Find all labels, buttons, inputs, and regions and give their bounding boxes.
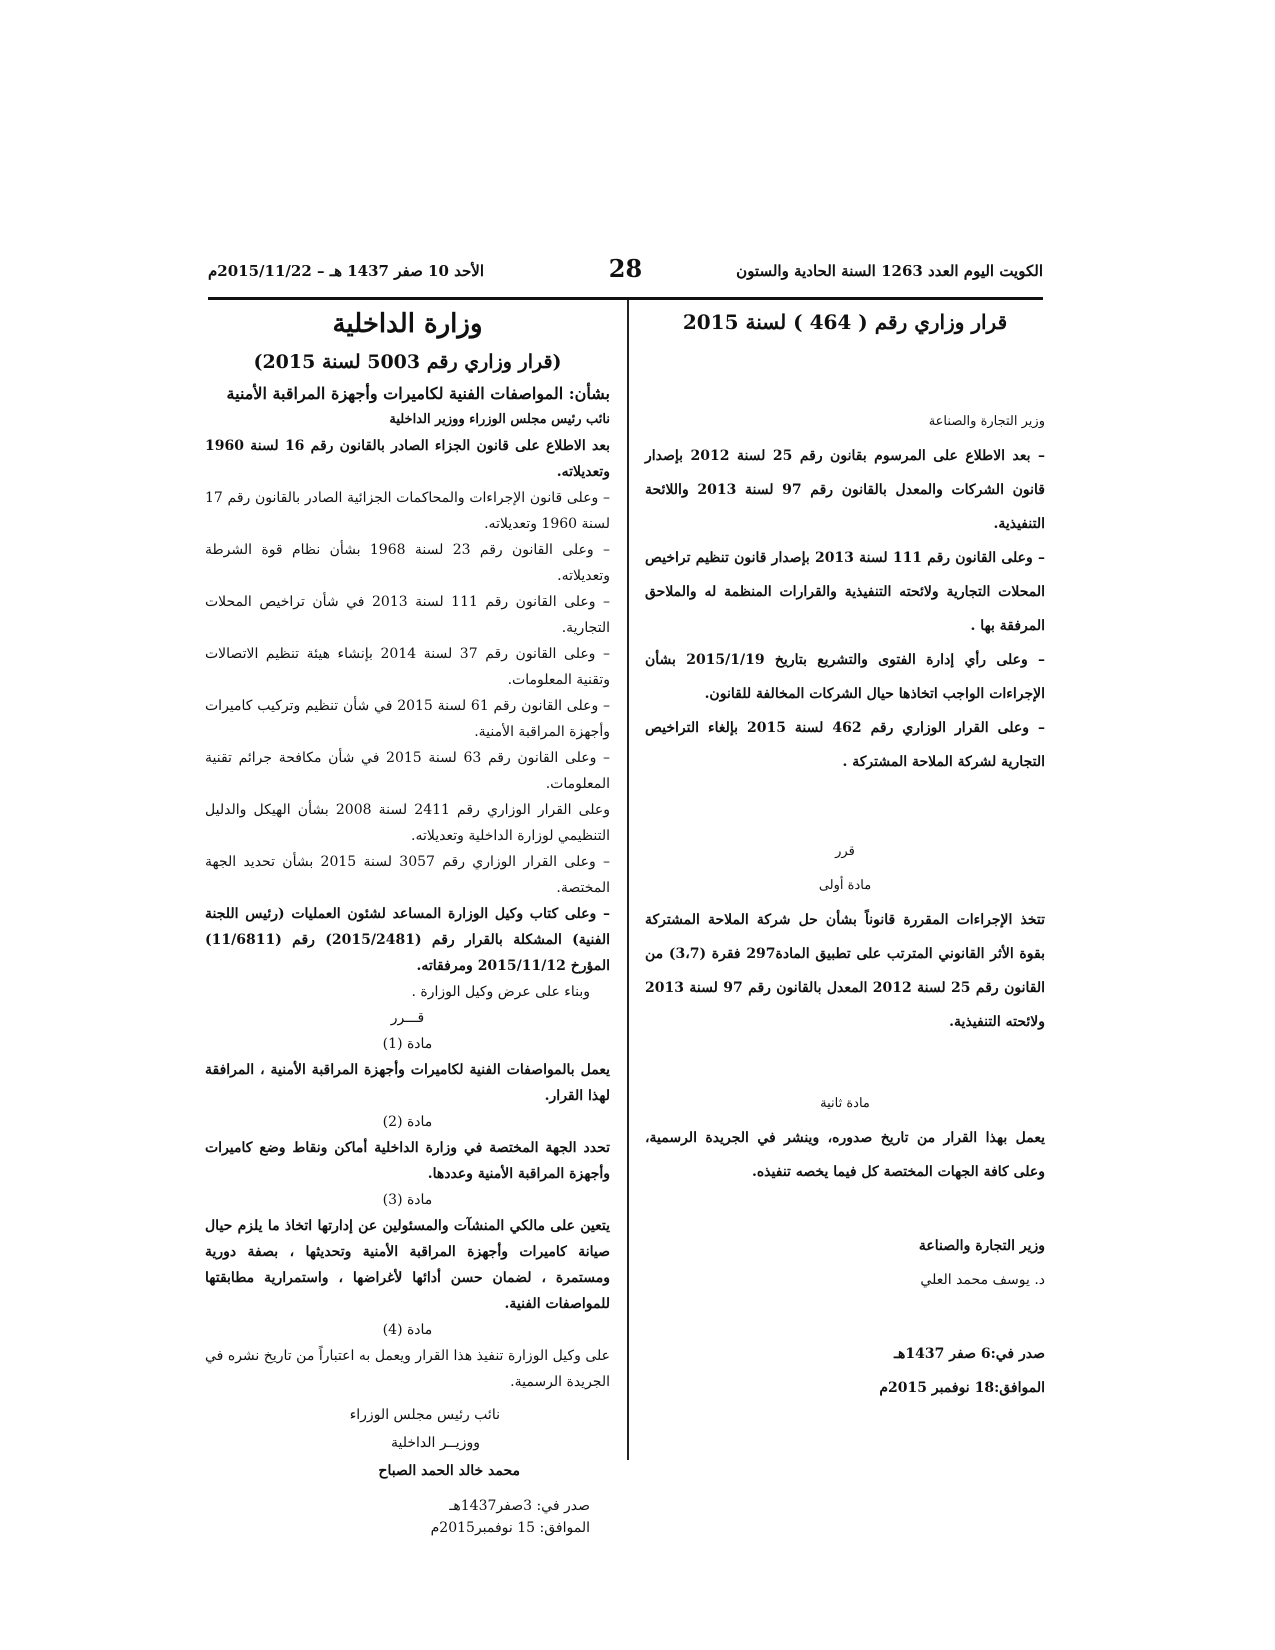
article-text: تتخذ الإجراءات المقررة قانوناً بشأن حل شركة الملاحة المشتركة بقوة الأثر القانوني المترتب على تطبيق المادة297 فقرة (3،7) من القانون رقم 25 لسنة 2012 المعدل بالقانون رقم 97 لسنة 2013 ولائحته التنفيذية. <box>645 912 1046 1030</box>
preamble-paragraph: – وعلى القانون رقم 111 لسنة 2013 بإصدار قانون تنظيم تراخيص المحلات التجارية ولائحته التنفيذية والقرارات المنظمة له والملاحق المرفقة بها . <box>645 550 1045 634</box>
article-text: يعمل بالمواصفات الفنية لكاميرات وأجهزة المراقبة الأمنية ، المرافقة لهذا القرار. <box>205 1062 610 1104</box>
decided-heading: قرر <box>835 844 855 859</box>
article-heading: مادة (4) <box>382 1322 433 1338</box>
preamble-paragraph: – وعلى القانون رقم 61 لسنة 2015 في شأن تنظيم وتركيب كاميرات وأجهزة المراقبة الأمنية. <box>205 698 610 740</box>
signature-name: محمد خالد الحمد الصباح <box>378 1463 520 1479</box>
article-text: يعمل بهذا القرار من تاريخ صدوره، وينشر في الجريدة الرسمية، وعلى كافة الجهات المختصة كل فيما يخصه تنفيذه. <box>645 1130 1045 1180</box>
right-column <box>645 305 1045 1405</box>
ministry-title: وزارة الداخلية <box>332 309 483 339</box>
preamble-paragraph: وعلى القرار الوزاري رقم 2411 لسنة 2008 بشأن الهيكل والدليل التنظيمي لوزارة الداخلية وتعديلاته. <box>205 802 611 844</box>
preamble-paragraph: – وعلى القانون رقم 23 لسنة 1968 بشأن نظام قوة الشرطة وتعديلاته. <box>205 542 610 584</box>
preamble-paragraph: بعد الاطلاع على قانون الجزاء الصادر بالقانون رقم 16 لسنة 1960 وتعديلاته. <box>205 438 610 480</box>
issued-on: صدر في: 3صفر1437هـ <box>449 1498 590 1514</box>
page-header <box>208 254 1043 296</box>
corresponding-date: الموافق: 15 نوفمبر2015م <box>430 1520 590 1536</box>
page-number: 28 <box>608 254 643 283</box>
preamble-paragraph: – وعلى كتاب وكيل الوزارة المساعد لشئون العمليات (رئيس اللجنة الفنية) المشكلة بالقرار رقم (2015/2481) رقم (11/6811) المؤرخ 2015/11/12 ومرفقاته. <box>205 906 610 974</box>
article-heading: مادة (3) <box>382 1192 433 1208</box>
signature-title: وزير التجارة والصناعة <box>918 1238 1045 1254</box>
signature-title: نائب رئيس مجلس الوزراء <box>349 1407 500 1423</box>
article-heading: مادة أولى <box>818 878 872 893</box>
issue-date: الأحد 10 صفر 1437 هـ – 2015/11/22م <box>208 262 484 280</box>
article-heading: مادة (1) <box>382 1036 433 1052</box>
article-text: على وكيل الوزارة تنفيذ هذا القرار ويعمل به اعتباراً من تاريخ نشره في الجريدة الرسمية. <box>205 1348 610 1390</box>
decision-title: قرار وزاري رقم ( 464 ) لسنة 2015 <box>682 310 1008 334</box>
decision-title: (قرار وزاري رقم 5003 لسنة 2015) <box>253 351 562 373</box>
issue-dates <box>205 1495 610 1539</box>
preamble-paragraph: – وعلى القانون رقم 37 لسنة 2014 بإنشاء هيئة تنظيم الاتصالات وتقنية المعلومات. <box>205 646 611 688</box>
issued-on: صدر في:6 صفر 1437هـ <box>893 1346 1045 1362</box>
article-heading: مادة ثانية <box>820 1096 870 1111</box>
header-rule <box>208 297 1043 300</box>
left-column <box>205 305 610 1539</box>
issue-dates <box>645 1337 1045 1405</box>
preamble-paragraph: – بعد الاطلاع على المرسوم بقانون رقم 25 لسنة 2012 بإصدار قانون الشركات والمعدل بالقانون رقم 97 لسنة 2013 واللائحة التنفيذية. <box>645 448 1045 532</box>
preamble-paragraph: – وعلى القرار الوزاري رقم 462 لسنة 2015 بإلغاء التراخيص التجارية لشركة الملاحة المشتركة . <box>645 720 1045 770</box>
article-heading: مادة (2) <box>382 1114 433 1130</box>
preamble-paragraph: – وعلى القانون رقم 111 لسنة 2013 في شأن تراخيص المحلات التجارية. <box>205 594 610 636</box>
signature-block <box>205 1401 610 1485</box>
based-on-line: وبناء على عرض وكيل الوزارة . <box>411 984 590 1000</box>
article-text: يتعين على مالكي المنشآت والمسئولين عن إدارتها اتخاذ ما يلزم حيال صيانة كاميرات وأجهزة المراقبة الأمنية وتحديثها ، بصفة دورية ومستمرة ، لضمان حسن أدائها لأغراضها ، واستمرارية مطابقتها للمواصفات الفنية. <box>205 1218 610 1312</box>
signature-title: ووزيــر الداخلية <box>391 1435 480 1451</box>
issue-info: الكويت اليوم العدد 1263 السنة الحادية والستون <box>736 262 1043 280</box>
decided-heading: قـــرر <box>390 1010 425 1026</box>
preamble-paragraph: – وعلى قانون الإجراءات والمحاكمات الجزائية الصادر بالقانون رقم 17 لسنة 1960 وتعديلاته. <box>205 490 610 532</box>
preamble-paragraph: – وعلى رأي إدارة الفتوى والتشريع بتاريخ 2015/1/19 بشأن الإجراءات الواجب اتخاذها حيال الشركات المخالفة للقانون. <box>645 652 1045 702</box>
signature-name: د. يوسف محمد العلي <box>920 1272 1045 1288</box>
corresponding-date: الموافق:18 نوفمبر 2015م <box>879 1380 1045 1396</box>
column-divider <box>627 300 629 1460</box>
preamble-paragraph: – وعلى القرار الوزاري رقم 3057 لسنة 2015 بشأن تحديد الجهة المختصة. <box>205 854 611 896</box>
issuer-line: وزير التجارة والصناعة <box>928 414 1045 429</box>
article-text: تحدد الجهة المختصة في وزارة الداخلية أماكن ونقاط وضع كاميرات وأجهزة المراقبة الأمنية وعددها. <box>205 1140 610 1182</box>
preamble-paragraph: – وعلى القانون رقم 63 لسنة 2015 في شأن مكافحة جرائم تقنية المعلومات. <box>205 750 611 792</box>
issuer-line: نائب رئيس مجلس الوزراء ووزير الداخلية <box>389 412 610 427</box>
decision-subject: بشأن: المواصفات الفنية لكاميرات وأجهزة المراقبة الأمنية <box>226 384 610 403</box>
